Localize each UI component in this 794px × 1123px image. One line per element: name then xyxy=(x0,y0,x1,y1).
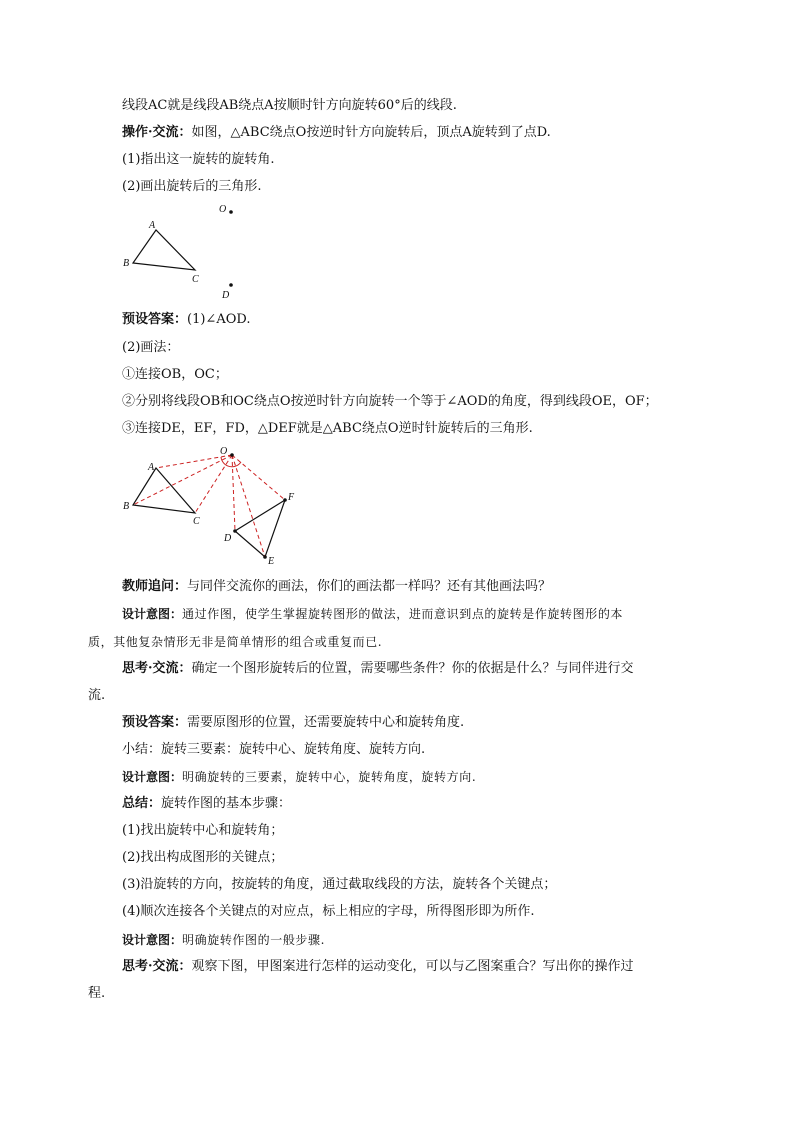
text-line-19 xyxy=(122,822,722,840)
figure-1-triangle-abc-with-points xyxy=(115,200,275,300)
text-line-25 xyxy=(88,985,688,1003)
label-b: B xyxy=(123,501,130,512)
dashed-line-oe xyxy=(232,455,265,557)
section-label: 思考·交流： xyxy=(122,661,192,676)
text-line-7 xyxy=(122,366,722,384)
dashed-line-of xyxy=(232,455,285,500)
text-span: 线段AC就是线段AB绕点A按顺时针方向旋转60°后的线段. xyxy=(122,98,457,113)
text-span: (1)∠AOD. xyxy=(187,312,251,327)
point-o xyxy=(230,453,234,457)
label-d: D xyxy=(222,290,230,301)
section-label: 设计意图： xyxy=(122,770,183,784)
label-d: D xyxy=(224,533,232,544)
text-line-10 xyxy=(122,578,722,596)
text-span: 程. xyxy=(88,986,106,1001)
text-line-22 xyxy=(122,903,722,921)
text-line-4 xyxy=(122,178,722,196)
section-label: 预设答案： xyxy=(122,312,188,327)
section-label: 设计意图： xyxy=(122,607,183,621)
section-label: 操作·交流： xyxy=(122,125,192,140)
point-o xyxy=(229,210,233,214)
section-label: 设计意图： xyxy=(122,933,183,947)
text-span: (1)指出这一旋转的旋转角. xyxy=(122,152,275,167)
text-line-20 xyxy=(122,849,722,867)
text-span: ③连接DE，EF，FD，△DEF就是△ABC绕点O逆时针旋转后的三角形. xyxy=(122,421,533,436)
text-line-15 xyxy=(122,714,722,732)
text-line-6 xyxy=(122,339,722,357)
triangle-def xyxy=(235,500,285,557)
text-line-8 xyxy=(122,393,722,411)
point-e xyxy=(263,555,267,559)
text-line-17 xyxy=(122,768,722,786)
section-label: 预设答案： xyxy=(122,715,188,730)
text-span: ②分别将线段OB和OC绕点O按逆时针方向旋转一个等于∠AOD的角度，得到线段OE，OF； xyxy=(122,394,658,409)
text-line-14 xyxy=(88,687,688,705)
section-label: 思考·交流： xyxy=(122,959,192,974)
text-line-9 xyxy=(122,420,722,438)
text-span: 旋转作图的基本步骤： xyxy=(161,796,292,811)
text-line-3 xyxy=(122,151,722,169)
text-line-16 xyxy=(122,741,722,759)
point-f xyxy=(283,498,287,502)
figure-2-rotation-construction xyxy=(115,443,315,568)
text-line-23 xyxy=(122,931,722,949)
text-span: 明确旋转作图的一般步骤. xyxy=(182,933,326,947)
label-c: C xyxy=(193,516,200,527)
label-b: B xyxy=(123,258,130,269)
triangle-abc xyxy=(133,230,195,270)
text-span: (4)顺次连接各个关键点的对应点，标上相应的字母，所得图形即为所作. xyxy=(122,904,535,919)
text-line-13 xyxy=(122,660,722,678)
label-a: A xyxy=(148,462,155,473)
text-line-12 xyxy=(88,633,688,651)
point-d xyxy=(233,529,237,533)
text-span: (2)画出旋转后的三角形. xyxy=(122,179,262,194)
section-label: 总结： xyxy=(122,796,162,811)
text-span: (2)找出构成图形的关键点； xyxy=(122,850,284,865)
label-e: E xyxy=(268,556,275,567)
dashed-line-oc xyxy=(195,455,232,513)
label-o: O xyxy=(220,446,228,457)
text-span: 观察下图，甲图案进行怎样的运动变化，可以与乙图案重合？写出你的操作过 xyxy=(191,959,634,974)
text-span: ①连接OB，OC； xyxy=(122,367,228,382)
label-f: F xyxy=(288,492,295,503)
text-line-5 xyxy=(122,311,722,329)
rotation-angle-arc xyxy=(221,457,241,467)
text-span: 与同伴交流你的画法，你们的画法都一样吗？还有其他画法吗？ xyxy=(187,579,552,594)
text-span: 明确旋转的三要素，旋转中心，旋转角度，旋转方向. xyxy=(182,770,477,784)
text-span: 通过作图，使学生掌握旋转图形的做法，进而意识到点的旋转是作旋转图形的本 xyxy=(182,607,624,621)
section-label: 教师追问： xyxy=(122,579,188,594)
text-span: 如图，△ABC绕点O按逆时针方向旋转后，顶点A旋转到了点D. xyxy=(191,125,551,140)
text-span: (1)找出旋转中心和旋转角； xyxy=(122,823,284,838)
point-d xyxy=(229,283,233,287)
label-a: A xyxy=(149,220,156,231)
text-line-18 xyxy=(122,795,722,813)
text-span: 质，其他复杂情形无非是简单情形的组合或重复而已. xyxy=(88,635,383,649)
text-line-11 xyxy=(122,605,722,623)
text-line-2 xyxy=(122,124,722,142)
text-span: 小结：旋转三要素：旋转中心、旋转角度、旋转方向. xyxy=(122,742,426,757)
triangle-abc xyxy=(133,468,195,513)
text-span: (2)画法： xyxy=(122,340,180,355)
text-span: 需要原图形的位置，还需要旋转中心和旋转角度. xyxy=(187,715,465,730)
text-line-1 xyxy=(122,97,722,115)
text-line-21 xyxy=(122,876,722,894)
text-span: 流. xyxy=(88,688,106,703)
label-c: C xyxy=(192,274,199,285)
label-o: O xyxy=(219,204,227,215)
text-span: (3)沿旋转的方向，按旋转的角度，通过截取线段的方法，旋转各个关键点； xyxy=(122,877,557,892)
text-span: 确定一个图形旋转后的位置，需要哪些条件？你的依据是什么？与同伴进行交 xyxy=(191,661,634,676)
text-line-24 xyxy=(122,958,722,976)
